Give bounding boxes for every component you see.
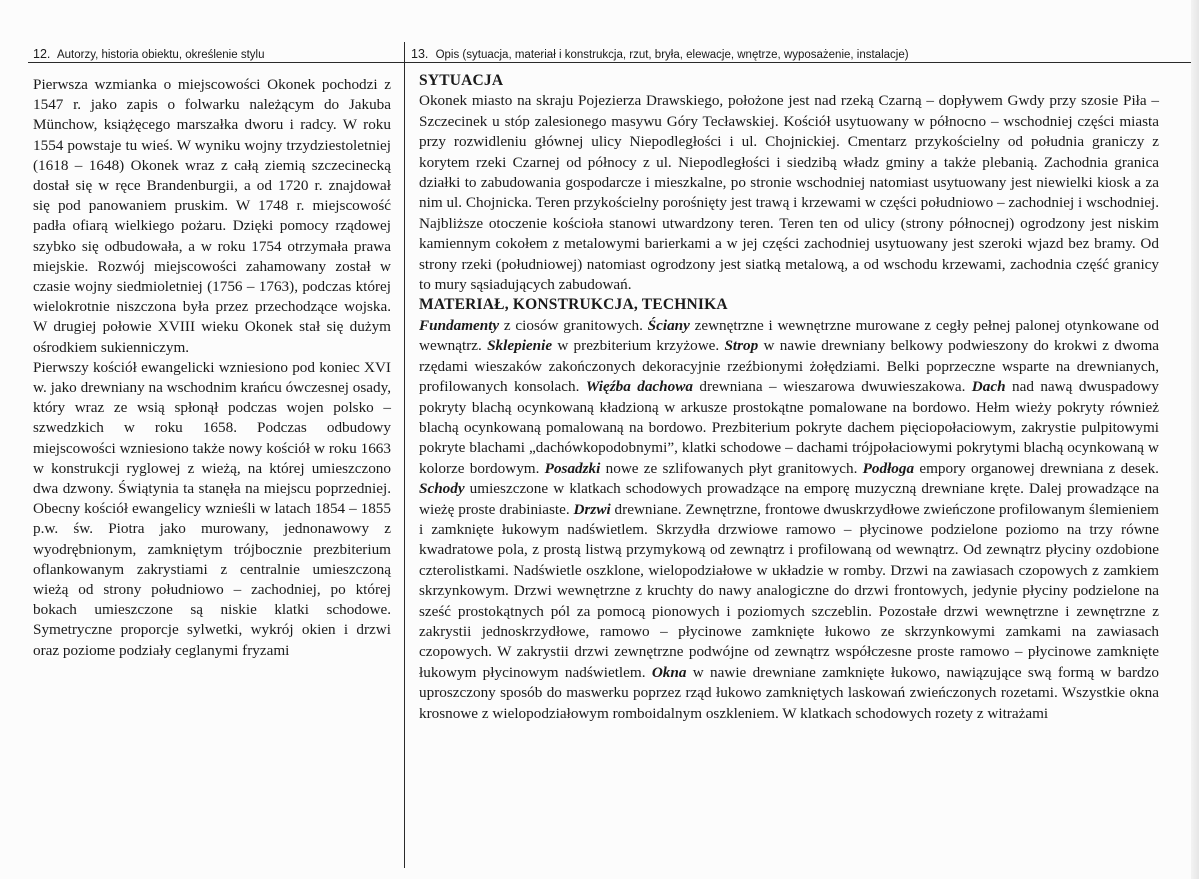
text-run: nowe ze szlifowanych płyt granitowych. <box>600 459 863 477</box>
section-number: 13. <box>411 47 429 61</box>
term-podloga: Podłoga <box>862 459 915 477</box>
text-run: w nawie drewniany belkowy podwieszony do krokwi z dwoma rzędami wieszaków zakończonych dekoracyjnie rzeźbionymi żołędziami. Belki poprzeczne wsparte na drewnianych, profilowanych konsolach. <box>419 337 1160 396</box>
text-run: empory organowej drewniana z desek. <box>914 459 1159 477</box>
scan-edge <box>1191 0 1199 879</box>
term-fundamenty: Fundamenty <box>419 316 500 334</box>
section-label: Opis (sytuacja, materiał i konstrukcja, rzut, bryła, elewacje, wnętrze, wyposażenie, instalacje) <box>435 49 909 61</box>
text-run: drewniane. Zewnętrzne, frontowe dwuskrzydłowe zwieńczone profilowanym ślemieniem i zamknięte łukowym nadświetlem. Skrzydła drzwiowe ramowo – płycinowe podzielone poziomo na trzy równe kwadratowe pola, z prostą listwą przymykową od zewnątrz i profilowaną od wewnątrz. Od zewnątrz płyciny ozdobione czterolistkami. Nadświetle oszklone, wielopodziałowe w układzie w romby. Drzwi na zawiasach czopowych z zamkiem skrzynkowym. Drzwi wewnętrzne z kruchty do nawy analogiczne do drzwi frontowych, jedynie płyciny podzielone na sześć prostokątnych pól za pomocą pionowych i poziomych szczeblin. Pozostałe drzwi wewnętrzne i zewnętrzne z zakrystii jednoskrzydłowe, ramowo – płycinowe zamknięte łukowo ze skrzynkowymi zamkami na zawiasach czopowych. W zakrystii drzwi zewnętrzne podwójne od zewnątrz współczesne proste ramowo – płycinowe zamknięte łukowym płycinowym nadświetlem. <box>419 500 1159 681</box>
section-label: Autorzy, historia obiektu, określenie stylu <box>56 49 265 61</box>
text-run: nad nawą dwuspadowy pokryty blachą ocynkowaną kładzioną w arkusze prostokątne pomalowane na bordowo. Hełm wieży pokryty również blachą ocynkowaną pomalowaną na bordowo. Prezbiterium pokryte dachem pięciopołaciowym, zakrystie pulpitowymi pokryte blachami „dachówkopodobnymi”, klatki schodowe – dachami trójpołaciowymi pokrytymi blachą ocynkowaną w kolorze bordowym. <box>419 378 1159 477</box>
history-paragraph: Pierwszy kościół ewangelicki wzniesiono pod koniec XVI w. jako drewniany na wschodnim krańcu ówczesnej osady, który wraz ze wsią spłonął podczas wojen polsko – szwedzkich w roku 1658. Podczas odbudowy miejscowości wzniesiono także nowy kościół w roku 1663 w konstrukcji ryglowej z wieżą, na której umieszczono dwa dzwony. Świątynia ta stanęła na miejscu poprzedniej. Obecny kościół ewangelicy wznieśli w latach 1854 – 1855 p.w. św. Piotra jako murowany, jednonawowy z wyodrębnionym, zamkniętym trójbocznie prezbiterium oflankowanym zakrystiami z centralnie umieszczoną wieżą od strony południowo – zachodniej, po której bokach umieszczone są niskie klatki schodowe. Symetryczne proporcje sylwetki, wykrój okien i drzwi oraz poziome podziały ceglanymi fryzami <box>33 358 391 659</box>
text-run: w prezbiterium krzyżowe. <box>552 337 725 355</box>
section-12-column <box>28 42 405 868</box>
text-run: drewniana – wieszarowa dwuwieszakowa. <box>692 378 972 396</box>
term-dach: Dach <box>971 378 1006 396</box>
history-text <box>33 75 391 661</box>
material-paragraph <box>419 316 1159 724</box>
text-run: umieszczone w klatkach schodowych prowadzące na emporę muzyczną drewniane kręte. Dalej prowadzące na wieżę proste drabiniaste. <box>419 480 1159 518</box>
term-schody: Schody <box>419 480 465 498</box>
text-run: zewnętrzne i wewnętrzne murowane z cegły pełnej palonej otynkowane od wewnątrz. <box>419 316 1159 355</box>
term-drzwi: Drzwi <box>573 500 611 518</box>
term-okna: Okna <box>651 663 687 681</box>
term-strop: Strop <box>724 337 759 355</box>
section-12-header <box>33 47 264 61</box>
text-run: w nawie drewniane zamknięte łukowo, nawiązujące swą formą w bardzo uproszczony sposób do maswerku poprzez rząd łukowo zamkniętych laskowań zwieńczonych rozetami. Wszystkie okna krosnowe z wielopodziałowym romboidalnym oszkleniem. W klatkach schodowych rozety z witrażami <box>419 663 1159 722</box>
heading-sytuacja: SYTUACJA <box>419 72 504 89</box>
history-paragraph: Pierwsza wzmianka o miejscowości Okonek pochodzi z 1547 r. jako zapis o folwarku należącym do Jakuba Münchow, książęcego marszałka dworu i radcy. W roku 1554 powstaje tu wieś. W wyniku wojny trzydziestoletniej (1618 – 1648) Okonek wraz z całą ziemią szczecinecką dostał się w ręce Brandenburgii, a od 1720 r. znajdował się pod panowaniem pruskim. W 1748 r. miejscowość padła ofiarą wielkiego pożaru. Dzięki pomocy rządowej szybko się odbudowała, a w roku 1754 otrzymała prawa miejskie. Rozwój miejscowości zahamowany został w czasie wojny siedmioletniej (1756 – 1763), podczas której wielokrotnie niszczona była przez przechodzące wojska. W drugiej połowie XVIII wieku Okonek stał się dużym ośrodkiem sukienniczym. <box>33 76 391 356</box>
text-run: z ciosów granitowych. <box>499 316 648 334</box>
term-sklepienie: Sklepienie <box>487 337 553 355</box>
description-text <box>419 71 1159 724</box>
term-wiezba: Więźba dachowa <box>585 378 693 396</box>
section-13-column <box>405 42 1175 868</box>
section-13-header <box>411 47 909 61</box>
situation-paragraph: Okonek miasto na skraju Pojezierza Drawskiego, położone jest nad rzeką Czarną – dopływem Gwdy przy szosie Piła – Szczecinek u stóp zalesionego masywu Góry Tecławskiej. Kościół usytuowany w północno – wschodniej części miasta przy rozwidleniu głównej ulicy Niepodległości i ul. Chojnickiej. Cmentarz przykościelny od południa graniczy z korytem rzeki Czarnej od północy z ul. Niepodległości i siedzibą władz gminy a także plebanią. Zachodnia granica działki to zabudowania gospodarcze i mieszkalne, po stronie wschodniej natomiast usytuowany jest niewielki kiosk a za nim ul. Chojnicka. Teren przykościelny porośnięty jest trawą i krzewami w części południowo – zachodniej i wschodniej. Najbliższe otoczenie kościoła stanowi utwardzony teren. Teren ten od ulicy (strony północnej) ogrodzony jest niskim kamiennym cokołem z metalowymi barierkami a w jej części zachodniej usytuowany jest szeroki wjazd bez bramy. Od strony rzeki (południowej) natomiast ogrodzony jest siatką metalową, a od wschodu krzewami, zachodnia część granicy to mury sąsiadujących zabudowań. <box>419 92 1159 294</box>
term-posadzki: Posadzki <box>544 459 601 477</box>
section-number: 12. <box>33 47 51 61</box>
heading-material: MATERIAŁ, KONSTRUKCJA, TECHNIKA <box>419 296 728 314</box>
term-sciany: Ściany <box>647 316 690 334</box>
